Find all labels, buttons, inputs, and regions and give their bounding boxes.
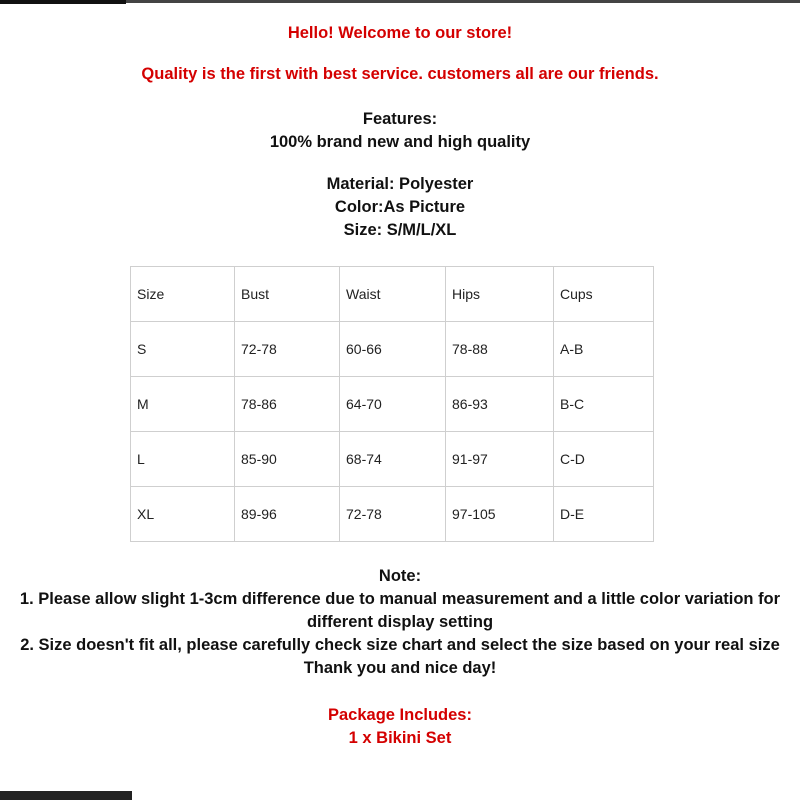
table-row <box>131 487 654 542</box>
top-divider-accent <box>0 0 126 4</box>
table-cell: 60-66 <box>340 322 446 377</box>
note-heading: Note: <box>378 567 422 585</box>
package-item: 1 x Bikini Set <box>348 729 452 747</box>
note-item-1-line-1: 1. Please allow slight 1-3cm difference due to manual measurement and a little color variation for <box>19 590 781 608</box>
table-cell: 91-97 <box>446 432 554 487</box>
table-cell: 78-86 <box>235 377 340 432</box>
features-color: Color:As Picture <box>334 198 466 216</box>
table-cell: M <box>131 377 235 432</box>
thanks-text: Thank you and nice day! <box>303 659 497 677</box>
table-header-row <box>131 267 654 322</box>
table-cell: XL <box>131 487 235 542</box>
table-cell: C-D <box>554 432 654 487</box>
table-cell: S <box>131 322 235 377</box>
table-cell: 64-70 <box>340 377 446 432</box>
note-item-2: 2. Size doesn't fit all, please carefully check size chart and select the size based on your real size <box>20 636 780 654</box>
table-cell: B-C <box>554 377 654 432</box>
features-heading: Features: <box>362 110 438 128</box>
greeting-text: Hello! Welcome to our store! <box>287 24 513 42</box>
table-cell: L <box>131 432 235 487</box>
size-chart-table <box>130 266 654 542</box>
note-item-1-line-2: different display setting <box>306 613 494 631</box>
table-cell: 72-78 <box>340 487 446 542</box>
table-row <box>131 432 654 487</box>
table-cell: 89-96 <box>235 487 340 542</box>
header-cell-bust: Bust <box>235 267 340 322</box>
table-cell: 68-74 <box>340 432 446 487</box>
features-size: Size: S/M/L/XL <box>343 221 457 239</box>
table-cell: 97-105 <box>446 487 554 542</box>
table-row <box>131 377 654 432</box>
header-cell-cups: Cups <box>554 267 654 322</box>
header-cell-size: Size <box>131 267 235 322</box>
header-cell-hips: Hips <box>446 267 554 322</box>
table-cell: 85-90 <box>235 432 340 487</box>
table-cell: 86-93 <box>446 377 554 432</box>
table-cell: 72-78 <box>235 322 340 377</box>
table-row <box>131 322 654 377</box>
table-cell: 78-88 <box>446 322 554 377</box>
features-quality: 100% brand new and high quality <box>269 133 531 151</box>
tagline-text: Quality is the first with best service. customers all are our friends. <box>141 65 659 83</box>
package-heading: Package Includes: <box>328 706 472 724</box>
features-material: Material: Polyester <box>326 175 474 193</box>
bottom-bar <box>0 791 132 800</box>
header-cell-waist: Waist <box>340 267 446 322</box>
table-cell: A-B <box>554 322 654 377</box>
table-cell: D-E <box>554 487 654 542</box>
